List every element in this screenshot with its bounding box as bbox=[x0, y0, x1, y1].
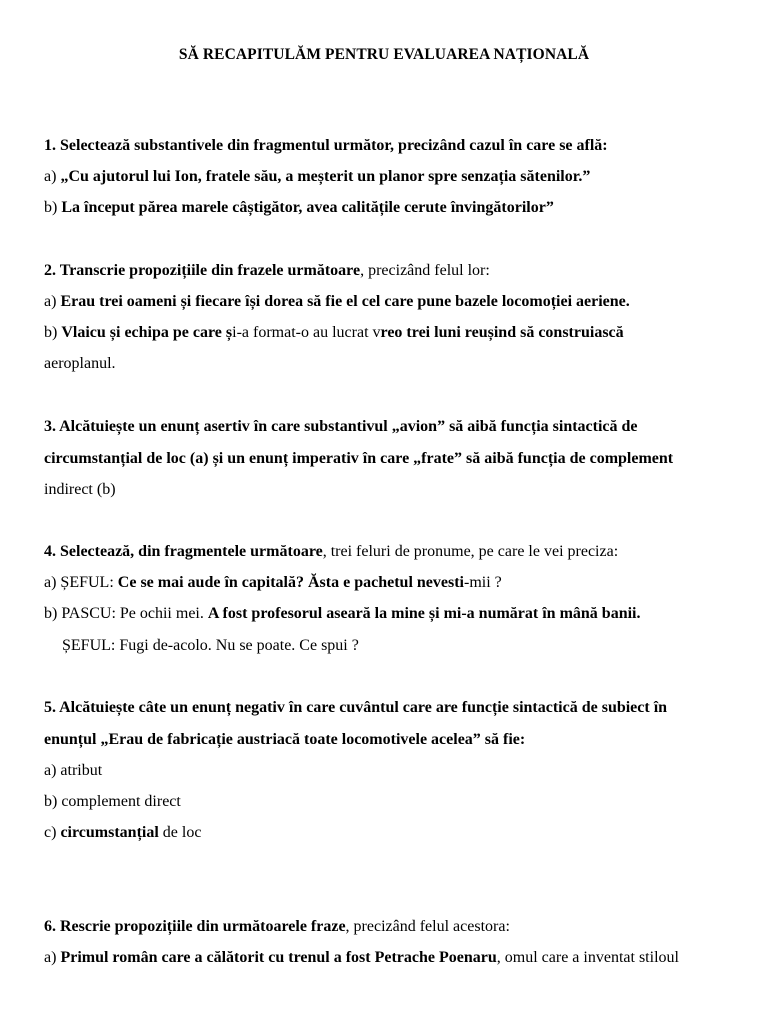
q4-b-prefix: b) PASCU: Pe ochii mei. bbox=[44, 605, 208, 622]
q2-instruction-rest: , precizând felul lor: bbox=[360, 262, 490, 279]
q1-a-prefix: a) bbox=[44, 168, 61, 185]
q4-b-bold: A fost profesorul aseară la mine și mi-a numărat în mână banii. bbox=[207, 605, 641, 622]
page-title: SĂ RECAPITULĂM PENTRU EVALUAREA NAȚIONALĂ bbox=[178, 46, 590, 63]
q2-a-prefix: a) bbox=[44, 293, 61, 310]
q5-line-2: enunțul „Erau de fabricație austriacă toate locomotivele acelea” să fie: bbox=[44, 731, 526, 748]
q1-item-b bbox=[44, 198, 554, 218]
q1-b-prefix: b) bbox=[44, 199, 62, 216]
q3-line-3: indirect (b) bbox=[44, 481, 116, 498]
q6-a-bold: Primul român care a călătorit cu trenul a fost Petrache Poenaru bbox=[60, 949, 497, 966]
q2-instruction-bold: 2. Transcrie propozițiile din frazele următoare bbox=[44, 262, 361, 279]
q5-c-prefix: c) bbox=[44, 824, 61, 841]
q4-item-a bbox=[44, 573, 502, 593]
q6-item-a bbox=[44, 948, 679, 968]
q2-a-text: Erau trei oameni și fiecare își dorea să fie el cel care pune bazele locomoției aeriene. bbox=[60, 293, 630, 310]
q6-instruction-rest: , precizând felul acestora: bbox=[345, 918, 510, 935]
q4-a-bold: Ce se mai aude în capitală? Ăsta e pachetul nevesti bbox=[117, 574, 464, 591]
q1-instruction: 1. Selectează substantivele din fragmentul următor, precizând cazul în care se află: bbox=[44, 137, 608, 154]
q2-b-bold-2: reo trei luni reușind să construiască bbox=[380, 324, 624, 341]
q4-item-c: ȘEFUL: Fugi de-acolo. Nu se poate. Ce spui ? bbox=[62, 637, 359, 654]
q6-a-rest: , omul care a inventat stiloul bbox=[496, 949, 679, 966]
q6-instruction bbox=[44, 917, 510, 937]
q2-b-prefix: b) bbox=[44, 324, 62, 341]
q4-instruction-rest: , trei feluri de pronume, pe care le vei preciza: bbox=[322, 543, 619, 560]
q5-c-bold: circumstanțial bbox=[60, 824, 159, 841]
q4-a-rest: -mii ? bbox=[463, 574, 502, 591]
q4-item-b bbox=[44, 604, 640, 624]
q2-instruction bbox=[44, 261, 490, 281]
q3-line-2: circumstanțial de loc (a) și un enunț imperativ în care „frate” să aibă funcția de complement bbox=[44, 450, 674, 467]
q2-item-b-cont: aeroplanul. bbox=[44, 355, 116, 372]
q5-item-b: b) complement direct bbox=[44, 793, 181, 810]
q1-a-text: „Cu ajutorul lui Ion, fratele său, a meșterit un planor spre senzația sătenilor.” bbox=[60, 168, 591, 185]
q4-instruction bbox=[44, 542, 618, 562]
q6-a-prefix: a) bbox=[44, 949, 61, 966]
q4-instruction-bold: 4. Selectează, din fragmentele următoare bbox=[44, 543, 323, 560]
q5-item-c bbox=[44, 823, 201, 843]
q2-item-a bbox=[44, 292, 630, 312]
q3-line-1: 3. Alcătuiește un enunț asertiv în care substantivul „avion” să aibă funcția sintactică de bbox=[44, 418, 638, 435]
q5-item-a: a) atribut bbox=[44, 762, 103, 779]
q6-instruction-bold: 6. Rescrie propozițiile din următoarele fraze bbox=[44, 918, 346, 935]
q2-b-normal: i-a format-o au lucrat v bbox=[232, 324, 381, 341]
q2-b-bold-1: Vlaicu și echipa pe care ș bbox=[61, 324, 233, 341]
q5-line-1: 5. Alcătuiește câte un enunț negativ în care cuvântul care are funcție sintactică de subiect în bbox=[44, 699, 668, 716]
q1-item-a bbox=[44, 167, 590, 187]
q2-item-b bbox=[44, 323, 624, 343]
q4-a-prefix: a) ȘEFUL: bbox=[44, 574, 118, 591]
q1-b-text: La început părea marele câștigător, avea calitățile cerute învingătorilor” bbox=[61, 199, 554, 216]
q5-c-rest: de loc bbox=[158, 824, 202, 841]
